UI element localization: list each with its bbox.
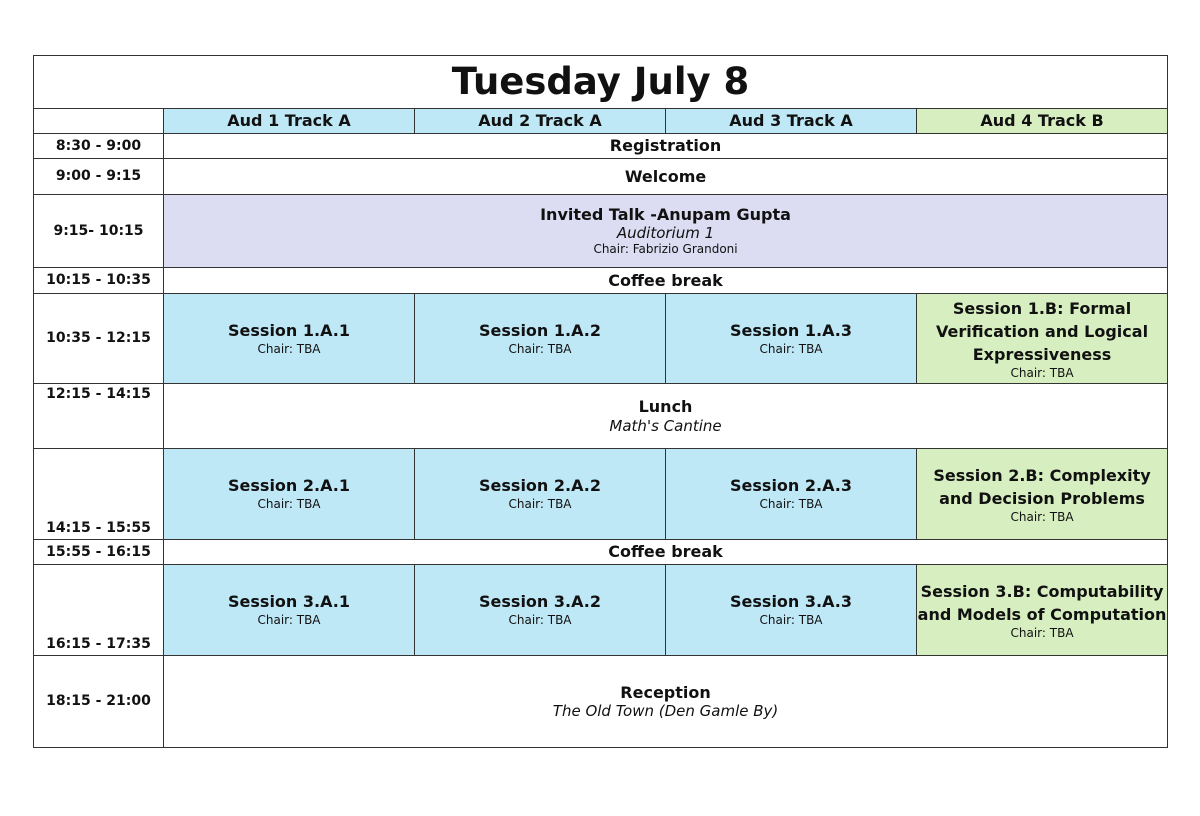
row-session-3 (34, 565, 1168, 656)
row-coffee-break-2 (34, 540, 1168, 565)
lunch-cell (164, 384, 1168, 449)
row-registration (34, 134, 1168, 159)
session-title: Session 2.A.1 (228, 476, 350, 496)
session-title: Session 1.A.1 (228, 320, 350, 340)
session-title: Session 2.B: Complexity and Decision Problems (933, 465, 1151, 508)
row-welcome (34, 159, 1168, 195)
row-lunch (34, 384, 1168, 449)
track-header-aud1: Aud 1 Track A (164, 109, 415, 134)
session-chair: Chair: TBA (1010, 509, 1074, 524)
lunch-title: Lunch (638, 397, 693, 417)
schedule-table (33, 55, 1168, 748)
session-title: Session 2.A.2 (479, 476, 601, 496)
session-chair: Chair: TBA (508, 497, 572, 512)
time-cell: 8:30 - 9:00 (34, 134, 164, 159)
session-cell (164, 294, 415, 384)
session-cell (415, 565, 666, 656)
track-header-aud3: Aud 3 Track A (666, 109, 917, 134)
time-header-blank (34, 109, 164, 134)
reception-title: Reception (620, 682, 711, 702)
invited-talk-cell (164, 195, 1168, 268)
track-header-aud4: Aud 4 Track B (917, 109, 1168, 134)
time-cell: 14:15 - 15:55 (34, 449, 164, 540)
header-row (34, 109, 1168, 134)
welcome-cell: Welcome (164, 159, 1168, 195)
reception-location: The Old Town (Den Gamle By) (552, 702, 779, 721)
title-row (34, 56, 1168, 109)
time-cell: 16:15 - 17:35 (34, 565, 164, 656)
session-chair: Chair: TBA (257, 613, 321, 628)
time-cell: 10:35 - 12:15 (34, 294, 164, 384)
time-cell: 10:15 - 10:35 (34, 268, 164, 294)
lunch-location: Math's Cantine (609, 416, 722, 435)
session-cell (164, 449, 415, 540)
session-b-cell (917, 294, 1168, 384)
session-chair: Chair: TBA (508, 613, 572, 628)
session-title: Session 3.A.3 (730, 592, 852, 612)
session-chair: Chair: TBA (508, 341, 572, 356)
time-cell: 18:15 - 21:00 (34, 656, 164, 748)
invited-talk-chair: Chair: Fabrizio Grandoni (593, 242, 738, 257)
session-chair: Chair: TBA (759, 613, 823, 628)
row-reception (34, 656, 1168, 748)
session-chair: Chair: TBA (257, 341, 321, 356)
coffee-break-cell: Coffee break (164, 540, 1168, 565)
session-cell (666, 565, 917, 656)
row-coffee-break-1 (34, 268, 1168, 294)
row-invited-talk (34, 195, 1168, 268)
session-title: Session 3.B: Computability and Models of Computation (917, 581, 1167, 624)
row-session-2 (34, 449, 1168, 540)
row-session-1 (34, 294, 1168, 384)
time-cell: 9:00 - 9:15 (34, 159, 164, 195)
session-title: Session 3.A.1 (228, 592, 350, 612)
session-chair: Chair: TBA (759, 341, 823, 356)
coffee-break-cell: Coffee break (164, 268, 1168, 294)
time-cell: 9:15- 10:15 (34, 195, 164, 268)
session-b-cell (917, 449, 1168, 540)
session-b-cell (917, 565, 1168, 656)
time-cell: 15:55 - 16:15 (34, 540, 164, 565)
session-cell (666, 294, 917, 384)
track-header-aud2: Aud 2 Track A (415, 109, 666, 134)
session-chair: Chair: TBA (1010, 625, 1074, 640)
session-title: Session 2.A.3 (730, 476, 852, 496)
session-cell (415, 449, 666, 540)
session-cell (666, 449, 917, 540)
time-cell: 12:15 - 14:15 (34, 384, 164, 449)
reception-cell (164, 656, 1168, 748)
session-chair: Chair: TBA (257, 497, 321, 512)
page-title: Tuesday July 8 (34, 56, 1168, 109)
session-chair: Chair: TBA (759, 497, 823, 512)
registration-cell: Registration (164, 134, 1168, 159)
session-title: Session 3.A.2 (479, 592, 601, 612)
session-title: Session 1.A.2 (479, 320, 601, 340)
session-cell (164, 565, 415, 656)
invited-talk-location: Auditorium 1 (616, 224, 715, 243)
session-cell (415, 294, 666, 384)
session-title: Session 1.B: Formal Verification and Logical Expressiveness (935, 298, 1149, 364)
invited-talk-title: Invited Talk -Anupam Gupta (540, 205, 791, 225)
session-title: Session 1.A.3 (730, 320, 852, 340)
session-chair: Chair: TBA (1010, 366, 1074, 381)
